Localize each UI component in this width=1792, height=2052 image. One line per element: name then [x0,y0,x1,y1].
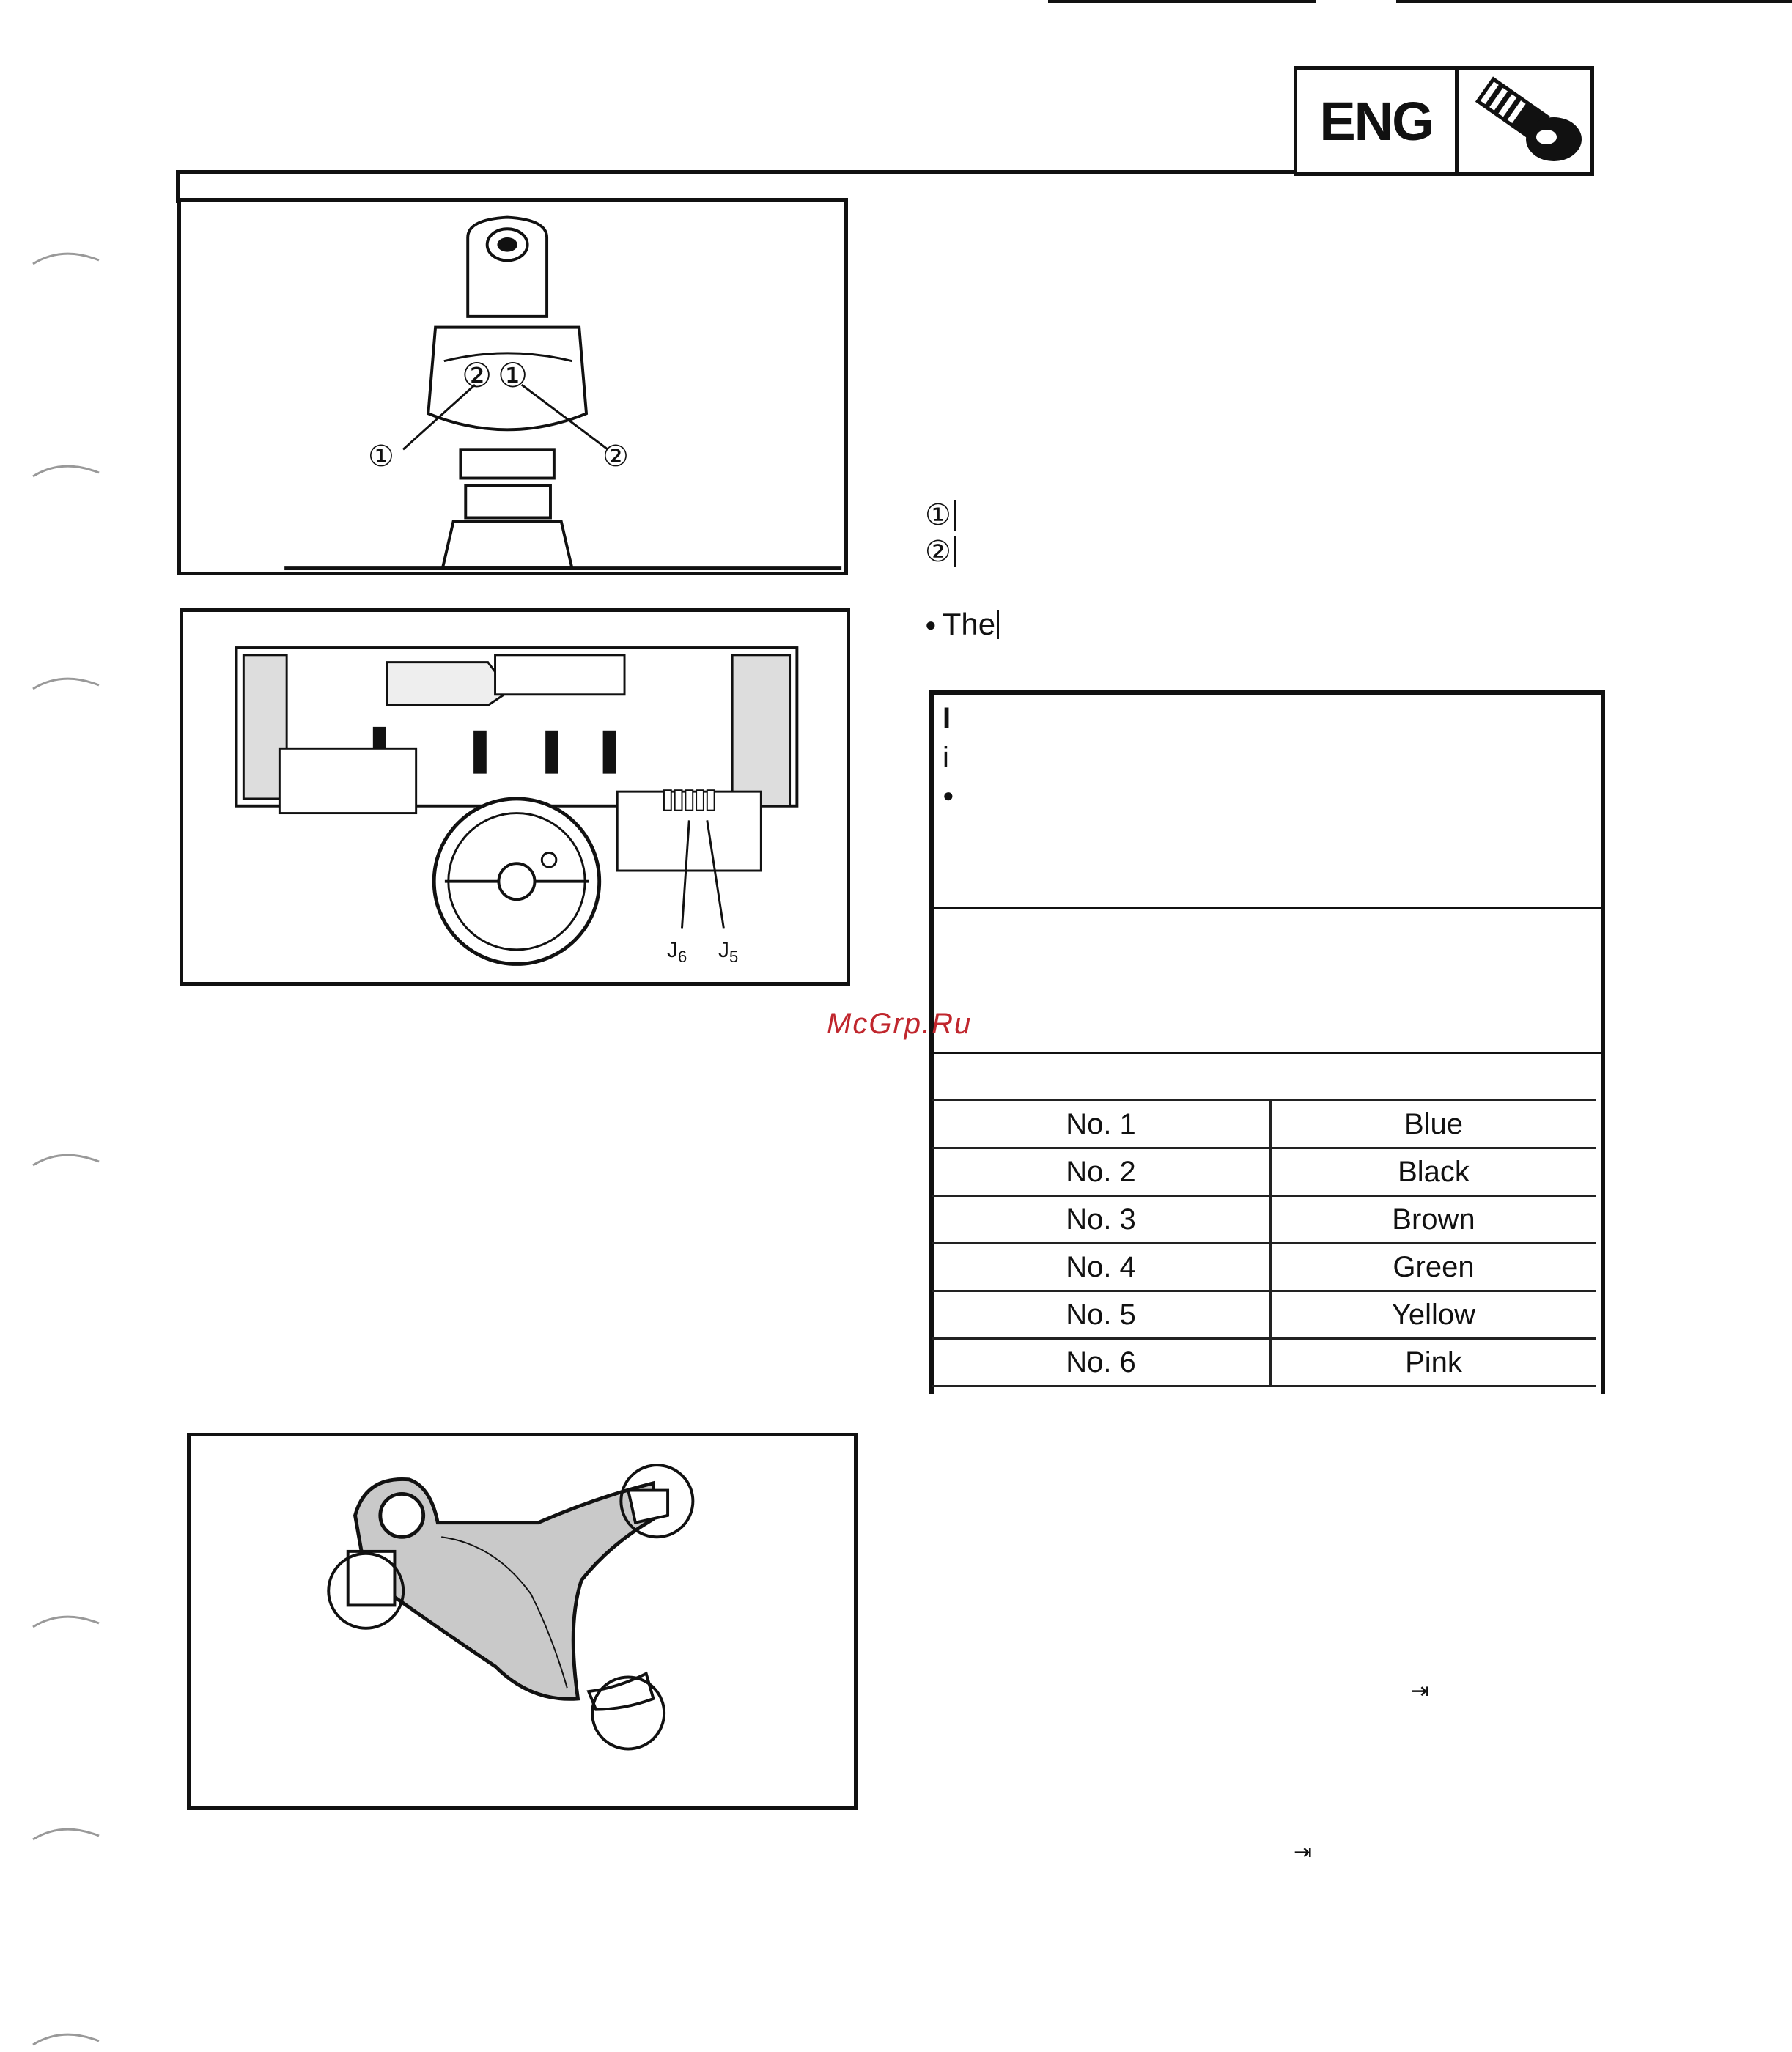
cylinder-number: No. 2 [932,1148,1271,1196]
tab-arrow-icon: ⇥ [1411,1679,1430,1703]
label-j5: $J_5$ [718,938,739,966]
shift-fork-drawing [191,1436,854,1806]
binder-hole-mark [26,1817,106,1847]
section-label: ENG [1297,70,1459,172]
legend-cursor-2 [954,536,956,567]
figure-shift-fork [187,1433,858,1810]
bullet-cursor [997,610,999,639]
bearing-mark-2: ② [462,355,493,395]
bullet-text: The [942,607,996,641]
color-table-row [932,1148,1596,1196]
cylinder-number: No. 3 [932,1196,1271,1244]
callout-2: ② [602,440,629,473]
crankcase-drawing [183,612,847,982]
callout-1: ① [368,440,394,473]
color-code: Brown [1271,1196,1596,1244]
binder-hole-mark [26,242,106,271]
note-fragment-1: I [943,702,951,734]
color-code-table [932,1099,1596,1387]
legend-number-1: ① [925,498,951,532]
note-fragment-3: ● [943,784,954,806]
watermark: McGrp.Ru [827,1008,973,1040]
color-code: Green [1271,1244,1596,1291]
note-divider-2 [932,1052,1603,1054]
color-table-row [932,1101,1596,1148]
binder-hole-mark [26,454,106,484]
cylinder-number: No. 6 [932,1339,1271,1387]
color-code: Pink [1271,1339,1596,1387]
legend-item-1 [925,498,956,532]
figure-crankcase-bottom [180,608,850,986]
note-divider-1 [932,907,1603,909]
top-rule-right [1396,0,1792,3]
note-fragment-2: i [943,742,949,774]
tab-arrow-icon: ⇥ [1294,1840,1313,1864]
binder-hole-mark [26,1143,106,1173]
section-badge [1294,66,1594,176]
legend-cursor-1 [954,500,956,531]
color-code: Black [1271,1148,1596,1196]
color-table-row [932,1196,1596,1244]
figure-crankshaft-journal [177,198,848,575]
color-table-row [932,1339,1596,1387]
binder-hole-mark [26,667,106,696]
legend-number-2: ② [925,535,951,569]
bullet-icon: ● [925,613,937,635]
color-table-row [932,1291,1596,1339]
color-code: Yellow [1271,1291,1596,1339]
cylinder-number: No. 1 [932,1101,1271,1148]
color-table-row [932,1244,1596,1291]
binder-hole-mark [26,1605,106,1634]
binder-hole-mark [26,2023,106,2052]
label-j6: $J_6$ [667,938,687,966]
bullet-line [925,607,999,642]
top-rule-left [1048,0,1316,3]
cylinder-number: No. 4 [932,1244,1271,1291]
legend-item-2 [925,535,956,569]
color-code: Blue [1271,1101,1596,1148]
header-rule [176,170,1294,174]
engine-part-icon [1459,70,1590,172]
cylinder-number: No. 5 [932,1291,1271,1339]
bearing-mark-1: ① [498,355,528,395]
